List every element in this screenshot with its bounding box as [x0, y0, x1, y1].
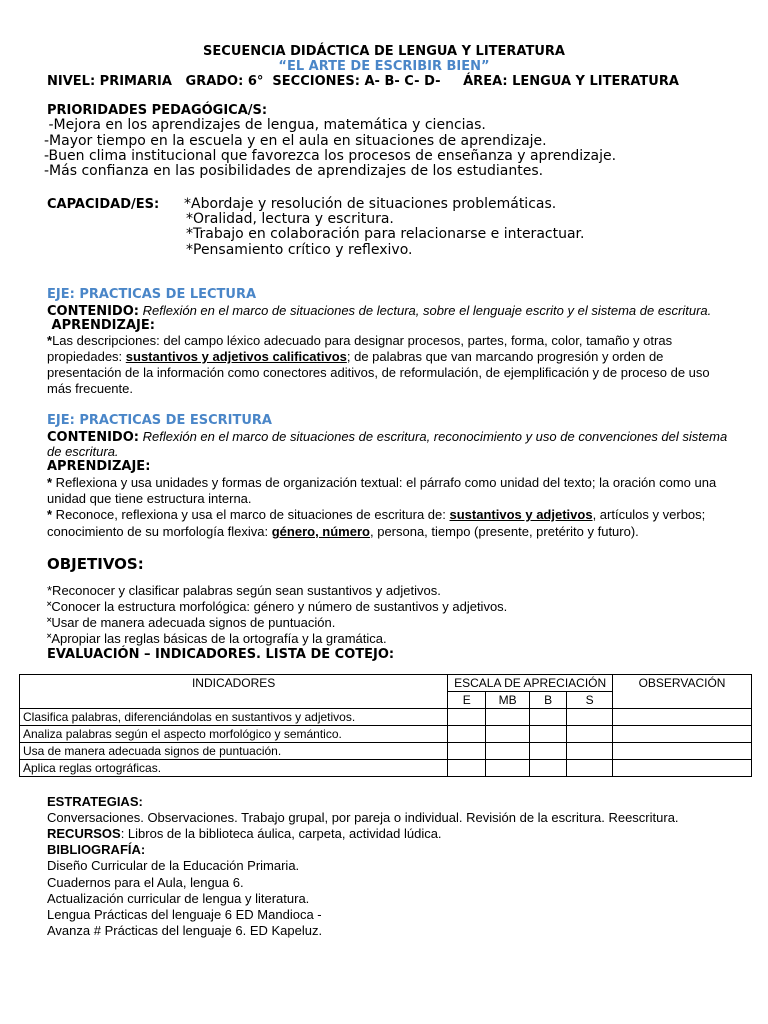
lectura-paragraph-line: [47, 349, 663, 364]
bibliografia-item: Cuadernos para el Aula, lengua 6.: [47, 875, 244, 890]
recursos-text: : Libros de la biblioteca áulica, carpeta, actividad lúdica.: [120, 826, 442, 841]
document-title: SECUENCIA DIDÁCTICA DE LENGUA Y LITERATURA: [203, 44, 565, 59]
capacidad-item: *Oralidad, lectura y escritura.: [186, 211, 394, 227]
check-cell[interactable]: [486, 726, 530, 743]
capacidad-item: *Abordaje y resolución de situaciones problemáticas.: [184, 196, 557, 212]
table-row: [20, 743, 752, 760]
aprendizaje-label: APRENDIZAJE:: [47, 459, 151, 474]
indicador-cell: Analiza palabras según el aspecto morfológico y semántico.: [20, 726, 448, 743]
lectura-paragraph-line: más frecuente.: [47, 381, 133, 396]
check-cell[interactable]: [567, 743, 613, 760]
check-cell[interactable]: [448, 743, 486, 760]
objetivo-item: *Reconocer y clasificar palabras según sean sustantivos y adjetivos.: [47, 583, 441, 598]
bullet: *: [47, 333, 53, 348]
escala-mb: MB: [486, 692, 530, 709]
check-cell[interactable]: [486, 709, 530, 726]
document-subtitle: “EL ARTE DE ESCRIBIR BIEN”: [278, 59, 490, 74]
prioridad-item: -Buen clima institucional que favorezca los procesos de enseñanza y aprendizaje.: [44, 148, 617, 164]
escritura-line: [47, 507, 705, 522]
check-cell[interactable]: [448, 726, 486, 743]
contenido-label: CONTENIDO:: [47, 304, 139, 319]
recursos-label: RECURSOS: [47, 826, 121, 841]
objetivo-item: ˟Usar de manera adecuada signos de puntuación.: [47, 615, 336, 630]
objetivos-heading: OBJETIVOS:: [47, 555, 144, 573]
escala-b: B: [530, 692, 567, 709]
aprendizaje-label: APRENDIZAJE:: [47, 318, 155, 333]
eje-escritura-heading: EJE: PRACTICAS DE ESCRITURA: [47, 413, 272, 428]
escritura-line: [47, 475, 716, 490]
contenido-text: Reflexión en el marco de situaciones de lectura, sobre el lenguaje escrito y el sistema de escritura.: [138, 303, 712, 318]
check-cell[interactable]: [567, 709, 613, 726]
escritura-line: [47, 524, 639, 539]
text: , persona, tiempo (presente, pretérito y futuro).: [369, 524, 639, 539]
text: ; de palabras que van marcando progresión y orden de: [346, 349, 664, 364]
header-observacion: OBSERVACIÓN: [613, 675, 752, 709]
check-cell[interactable]: [486, 743, 530, 760]
estrategias-heading: ESTRATEGIAS:: [47, 794, 143, 809]
text: Las descripciones: del campo léxico adecuado para designar procesos, partes, forma, color, tamaño y otras: [52, 333, 673, 348]
bibliografia-item: Lengua Prácticas del lenguaje 6 ED Mandioca -: [47, 907, 322, 922]
check-cell[interactable]: [567, 760, 613, 777]
observacion-cell[interactable]: [613, 709, 752, 726]
bullet: *: [47, 475, 53, 490]
objetivo-item: ˟Conocer la estructura morfológica: género y número de sustantivos y adjetivos.: [47, 599, 508, 614]
prioridades-heading: PRIORIDADES PEDAGÓGICA/S:: [47, 103, 268, 118]
contenido-text: Reflexión en el marco de situaciones de escritura, reconocimiento y uso de convenciones del sistema: [138, 429, 728, 444]
evaluacion-heading: EVALUACIÓN – INDICADORES. LISTA DE COTEJO:: [47, 647, 395, 662]
prioridad-item: -Más confianza en las posibilidades de aprendizajes de los estudiantes.: [44, 163, 544, 179]
indicador-cell: Usa de manera adecuada signos de puntuación.: [20, 743, 448, 760]
nivel-line: NIVEL: PRIMARIA GRADO: 6° SECCIONES: A- B- C- D- ÁREA: LENGUA Y LITERATURA: [47, 74, 679, 89]
lectura-paragraph-line: presentación de la información como conectores aditivos, de reformulación, de ejemplificación y de proceso de uso: [47, 365, 710, 380]
text: Reflexiona y usa unidades y formas de organización textual: el párrafo como unidad del texto; la oración como una: [52, 475, 717, 490]
objetivo-item: ˟Apropiar las reglas básicas de la ortografía y la gramática.: [47, 631, 387, 646]
check-cell[interactable]: [530, 743, 567, 760]
text: propiedades:: [47, 349, 126, 364]
check-cell[interactable]: [530, 726, 567, 743]
bibliografia-item: Diseño Curricular de la Educación Primaria.: [47, 858, 300, 873]
lectura-paragraph-line: [47, 333, 672, 348]
eje-lectura-contenido: [47, 303, 711, 319]
estrategias-text: Conversaciones. Observaciones. Trabajo grupal, por pareja o individual. Revisión de la escritura. Reescritura.: [47, 810, 679, 825]
lista-cotejo-table: [19, 674, 752, 777]
recursos-line: [47, 826, 442, 841]
bullet: *: [47, 507, 53, 522]
prioridad-item: -Mayor tiempo en la escuela y en el aula en situaciones de aprendizaje.: [44, 133, 547, 149]
check-cell[interactable]: [567, 726, 613, 743]
check-cell[interactable]: [530, 709, 567, 726]
check-cell[interactable]: [486, 760, 530, 777]
escala-e: E: [448, 692, 486, 709]
indicador-cell: Clasifica palabras, diferenciándolas en sustantivos y adjetivos.: [20, 709, 448, 726]
eje-escritura-contenido: [47, 429, 727, 445]
indicador-cell: Aplica reglas ortográficas.: [20, 760, 448, 777]
check-cell[interactable]: [448, 709, 486, 726]
observacion-cell[interactable]: [613, 743, 752, 760]
escala-s: S: [567, 692, 613, 709]
table-header-row: [20, 675, 752, 692]
header-escala: ESCALA DE APRECIACIÓN: [448, 675, 613, 692]
capacidad-heading: CAPACIDAD/ES:: [47, 197, 160, 212]
text: Reconoce, reflexiona y usa el marco de situaciones de escritura de:: [52, 507, 450, 522]
eje-lectura-heading: EJE: PRACTICAS DE LECTURA: [47, 287, 257, 302]
observacion-cell[interactable]: [613, 726, 752, 743]
capacidad-item: *Pensamiento crítico y reflexivo.: [186, 242, 413, 258]
prioridad-item: -Mejora en los aprendizajes de lengua, matemática y ciencias.: [44, 117, 486, 133]
check-cell[interactable]: [530, 760, 567, 777]
capacidad-item: *Trabajo en colaboración para relacionarse e interactuar.: [186, 226, 585, 242]
bibliografia-item: Avanza # Prácticas del lenguaje 6. ED Kapeluz.: [47, 923, 323, 938]
underlined-term: género, número: [271, 524, 370, 539]
text: conocimiento de su morfología flexiva:: [47, 524, 272, 539]
text: , artículos y verbos;: [592, 507, 706, 522]
contenido-label: CONTENIDO:: [47, 430, 139, 445]
observacion-cell[interactable]: [613, 760, 752, 777]
escritura-line: unidad que tiene estructura interna.: [47, 491, 252, 506]
check-cell[interactable]: [448, 760, 486, 777]
bibliografia-heading: BIBLIOGRAFÍA:: [47, 842, 146, 857]
contenido-text-cont: de escritura.: [47, 444, 119, 459]
table-row: [20, 726, 752, 743]
header-indicadores: INDICADORES: [20, 675, 448, 709]
underlined-term: sustantivos y adjetivos: [449, 507, 593, 522]
bibliografia-item: Actualización curricular de lengua y literatura.: [47, 891, 310, 906]
table-row: [20, 709, 752, 726]
table-row: [20, 760, 752, 777]
underlined-term: sustantivos y adjetivos calificativos: [125, 349, 347, 364]
